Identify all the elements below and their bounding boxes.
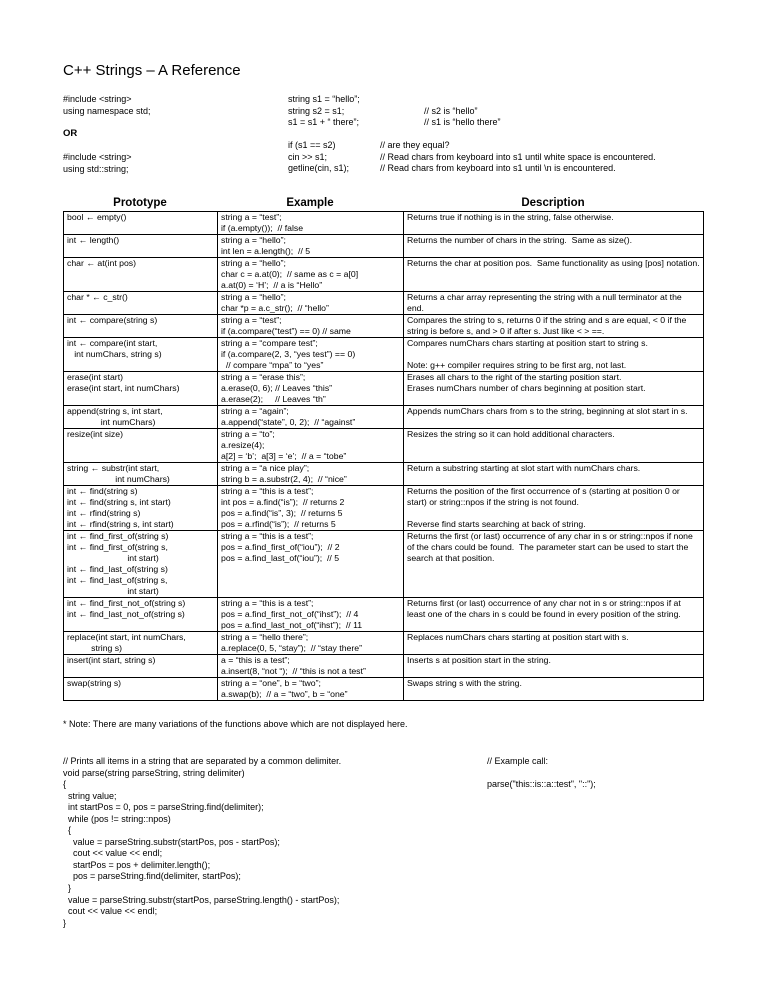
example-cell: string a = “again”; a.append(“state”, 0, 2); // “against” (218, 406, 404, 429)
table-row (64, 531, 704, 598)
example-cell: string a = “hello there”; a.replace(0, 5, “stay”); // “stay there” (218, 632, 404, 655)
table-row (64, 655, 704, 678)
example-call-code: // Example call: parse("this::is::a::test", "::"); (487, 756, 596, 790)
example-cell: string a = “erase this”; a.erase(0, 6); // Leaves “this” a.erase(2); // Leaves “th” (218, 372, 404, 406)
prototype-cell: int ← find_first_not_of(string s) int ← find_last_not_of(string s) (64, 598, 218, 632)
table-row (64, 406, 704, 429)
description-cell: Inserts s at position start in the string. (404, 655, 704, 678)
description-cell: Appends numChars chars from s to the string, beginning at slot start in s. (404, 406, 704, 429)
description-cell: Compares the string to s, returns 0 if the string and s are equal, < 0 if the string is before s, and > 0 if after s. Just like < > ==. (404, 315, 704, 338)
prototype-cell: int ← find_first_of(string s) int ← find_first_of(string s, int start) int ← find_last_of(string s) int ← find_last_of(string s, int start) (64, 531, 218, 598)
string-input-code: if (s1 == s2) cin >> s1; getline(cin, s1); (288, 140, 350, 173)
example-cell: string a = “compare test”; if (a.compare(2, 3, “yes test”) == 0) // compare “mpa” to “yes” (218, 338, 404, 372)
column-header-example: Example (286, 197, 334, 209)
description-cell: Returns the first (or last) occurrence of any char in s or string::npos if none of the chars could be found. The parameter start can be used to start the search at that position. (404, 531, 704, 598)
description-cell: Returns the position of the first occurrence of s (starting at position 0 or start) or string::npos if the string is not found. Reverse find starts searching at back of string. (404, 486, 704, 531)
string-assign-code: string s1 = “hello”; string s2 = s1; s1 = s1 + “ there”; (288, 94, 360, 127)
description-cell: Resizes the string so it can hold additional characters. (404, 429, 704, 463)
table-row (64, 598, 704, 632)
table-row (64, 212, 704, 235)
table-row (64, 486, 704, 531)
example-cell: string a = “to”; a.resize(4); a[2] = ‘b’; a[3] = ‘e’; // a = “tobe” (218, 429, 404, 463)
table-row (64, 235, 704, 258)
example-cell: string a = “a nice play”; string b = a.substr(2, 4); // “nice” (218, 463, 404, 486)
parse-function-code: // Prints all items in a string that are separated by a common delimiter. void parse(string parseString, string delimiter) { string value; int startPos = 0, pos = parseString.find(delimiter); while (pos != string::npos) { value = parseString.substr(startPos, pos - startPos); cout << value << endl; startPos = pos + delimiter.length(); pos = parseString.find(delimiter, startPos); } value = parseString.substr(startPos, parseString.length() - startPos); cout << value << endl; } (63, 756, 342, 928)
description-cell: Returns a char array representing the string with a null terminator at the end. (404, 292, 704, 315)
prototype-cell: int ← compare(string s) (64, 315, 218, 338)
prototype-cell: int ← compare(int start, int numChars, string s) (64, 338, 218, 372)
example-cell: string a = “hello”; char c = a.at(0); // same as c = a[0] a.at(0) = ‘H’; // a is “Hello” (218, 258, 404, 292)
string-input-comments: // are they equal? // Read chars from keyboard into s1 until white space is encountered. // Read chars from keyboard into s1 until \n is encountered. (380, 140, 656, 173)
description-cell: Compares numChars chars starting at position start to string s. Note: g++ compiler requires string to be first arg, not last. (404, 338, 704, 372)
page-title: C++ Strings – A Reference (63, 62, 241, 79)
prototype-cell: insert(int start, string s) (64, 655, 218, 678)
table-row (64, 632, 704, 655)
description-cell: Returns the number of chars in the string. Same as size(). (404, 235, 704, 258)
table-row (64, 258, 704, 292)
table-row (64, 429, 704, 463)
prototype-cell: string ← substr(int start, int numChars) (64, 463, 218, 486)
prototype-cell: char ← at(int pos) (64, 258, 218, 292)
prototype-cell: erase(int start) erase(int start, int numChars) (64, 372, 218, 406)
include-block-1: #include <string> using namespace std; (63, 94, 151, 116)
column-header-prototype: Prototype (113, 197, 167, 209)
reference-table (63, 211, 704, 701)
table-row (64, 372, 704, 406)
footnote: * Note: There are many variations of the functions above which are not displayed here. (63, 719, 408, 729)
table-row (64, 678, 704, 701)
description-cell: Returns true if nothing is in the string, false otherwise. (404, 212, 704, 235)
example-cell: string a = “hello”; int len = a.length(); // 5 (218, 235, 404, 258)
description-cell: Replaces numChars chars starting at position start with s. (404, 632, 704, 655)
example-cell: string a = “one”, b = “two”; a.swap(b); // a = “two”, b = “one” (218, 678, 404, 701)
table-row (64, 315, 704, 338)
prototype-cell: bool ← empty() (64, 212, 218, 235)
example-cell: string a = “test”; if (a.empty()); // false (218, 212, 404, 235)
prototype-cell: resize(int size) (64, 429, 218, 463)
table-row (64, 292, 704, 315)
example-cell: string a = “test”; if (a.compare(“test”) == 0) // same (218, 315, 404, 338)
description-cell: Returns the char at position pos. Same functionality as using [pos] notation. (404, 258, 704, 292)
include-block-2: #include <string> using std::string; (63, 152, 132, 174)
description-cell: Returns first (or last) occurrence of any char not in s or string::npos if at least one of the chars in s could be found in every position of the string. (404, 598, 704, 632)
prototype-cell: char * ← c_str() (64, 292, 218, 315)
example-cell: a = “this is a test”; a.insert(8, “not “); // “this is not a test” (218, 655, 404, 678)
description-cell: Erases all chars to the right of the starting position start. Erases numChars number of chars beginning at position start. (404, 372, 704, 406)
table-row (64, 338, 704, 372)
string-assign-comments: // s2 is “hello” // s1 is “hello there” (424, 105, 501, 127)
example-cell: string a = “hello”; char *p = a.c_str(); // “hello” (218, 292, 404, 315)
prototype-cell: int ← find(string s) int ← find(string s, int start) int ← rfind(string s) int ← rfind(string s, int start) (64, 486, 218, 531)
prototype-cell: swap(string s) (64, 678, 218, 701)
prototype-cell: append(string s, int start, int numChars) (64, 406, 218, 429)
description-cell: Swaps string s with the string. (404, 678, 704, 701)
table-row (64, 463, 704, 486)
prototype-cell: int ← length() (64, 235, 218, 258)
column-header-description: Description (521, 197, 585, 209)
example-cell: string a = “this is a test”; pos = a.find_first_of(“iou”); // 2 pos = a.find_last_of(“iou”); // 5 (218, 531, 404, 598)
example-cell: string a = “this is a test”; pos = a.find_first_not_of(“ihst”); // 4 pos = a.find_last_not_of(“ihst”); // 11 (218, 598, 404, 632)
or-label: OR (63, 128, 78, 139)
description-cell: Return a substring starting at slot start with numChars chars. (404, 463, 704, 486)
prototype-cell: replace(int start, int numChars, string s) (64, 632, 218, 655)
example-cell: string a = “this is a test”; int pos = a.find(“is”); // returns 2 pos = a.find(“is”, 3); // returns 5 pos = a.rfind(“is”); // returns 5 (218, 486, 404, 531)
